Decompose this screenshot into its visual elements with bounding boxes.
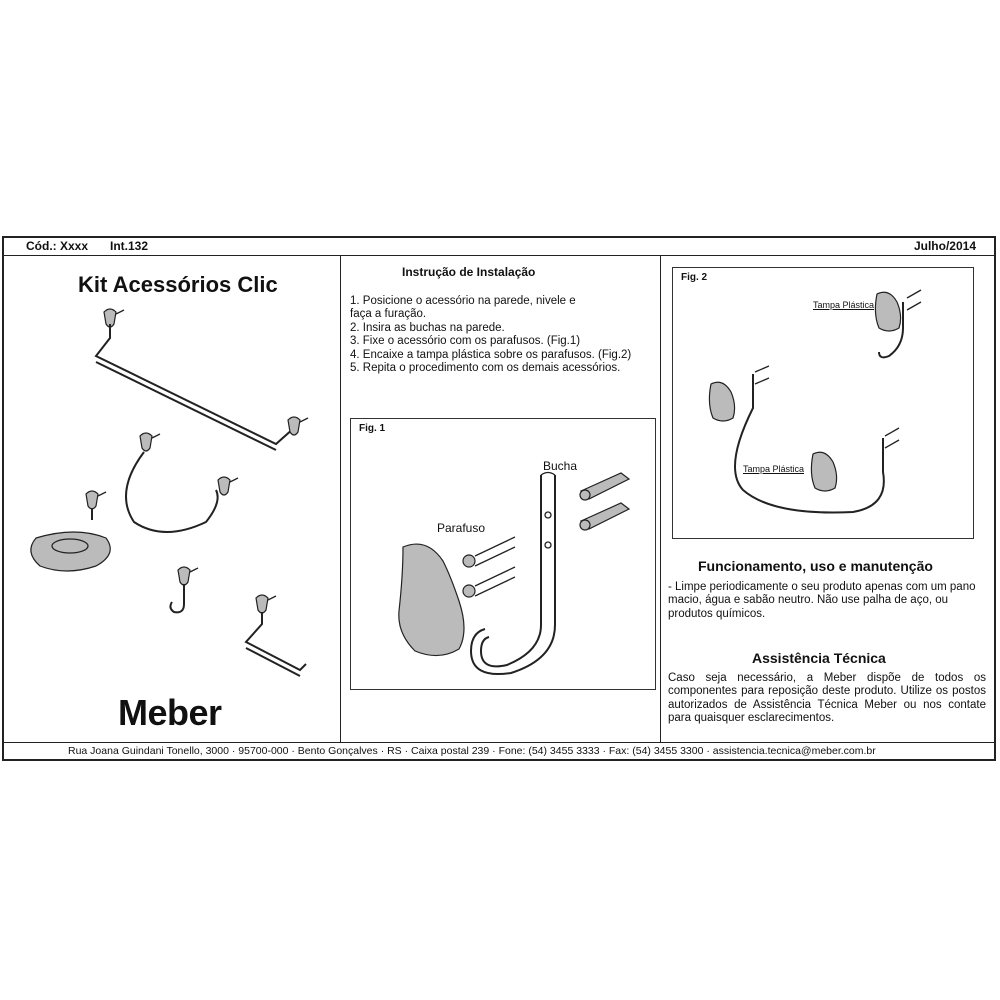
usage-heading: Funcionamento, uso e manutenção [698, 558, 933, 574]
figure-2-label: Fig. 2 [681, 272, 708, 283]
hook-drawing [170, 567, 198, 612]
install-step-5: 5. Repita o procedimento com os demais acessórios. [350, 362, 621, 374]
figure-2-drawing [673, 268, 975, 540]
paper-holder-drawing [246, 595, 306, 676]
parafuso-label: Parafuso [437, 521, 486, 535]
usage-text: - Limpe periodicamente o seu produto apenas com um pano macio, água e sabão neutro. Não use palha de aço, ou produtos químicos. [668, 581, 976, 620]
towel-bar-drawing [96, 309, 308, 450]
product-title: Kit Acessórios Clic [78, 272, 278, 297]
accessories-illustration [24, 298, 324, 698]
bucha-label: Bucha [543, 459, 578, 473]
installation-heading: Instrução de Instalação [402, 265, 536, 279]
plastic-cap-label-bottom: Tampa Plástica [743, 464, 805, 474]
figure-2 [672, 267, 974, 539]
assistance-text: Caso seja necessário, a Meber dispõe de todos os componentes para reposição deste produto. Utilize os postos autorizados de Assistência Técnica Meber ou nos contate para quaisquer esclarecimentos. [668, 672, 986, 725]
install-step-3: 3. Fixe o acessório com os parafusos. (Fig.1) [350, 335, 581, 347]
anchor-drawing [580, 473, 629, 530]
soap-dish-drawing [31, 491, 110, 571]
assistance-heading: Assistência Técnica [752, 650, 886, 666]
internal-code: Int.132 [110, 239, 149, 253]
install-step-1: 1. Posicione o acessório na parede, nivele e [350, 295, 576, 307]
column-divider-left [340, 255, 341, 742]
install-step-4: 4. Encaixe a tampa plástica sobre os parafusos. (Fig.2) [350, 349, 632, 361]
figure-1-drawing [351, 419, 657, 691]
screw-drawing [463, 537, 515, 597]
footer-divider [4, 742, 994, 743]
towel-ring-drawing [126, 433, 238, 532]
plastic-cap-label-top: Tampa Plástica [813, 300, 875, 310]
product-code: Cód.: Xxxx [26, 239, 89, 253]
column-divider-right [660, 255, 661, 742]
instruction-sheet [2, 236, 996, 761]
header-divider [4, 255, 994, 256]
plastic-cap-drawing [399, 544, 464, 655]
footer-address: Rua Joana Guindani Tonello, 3000 · 95700-000 · Bento Gonçalves · RS · Caixa postal 239 · Fone: (54) 3455 3333 · Fax: (54) 3455 3300 · assistencia.tecnica@meber.com.br [68, 745, 876, 757]
document-date: Julho/2014 [913, 239, 976, 253]
brand-logo: Meber [118, 692, 222, 733]
install-step-1-cont: faça a furação. [350, 308, 427, 320]
figure-1-label: Fig. 1 [359, 423, 386, 434]
figure-1 [350, 418, 656, 690]
install-step-2: 2. Insira as buchas na parede. [350, 322, 505, 334]
